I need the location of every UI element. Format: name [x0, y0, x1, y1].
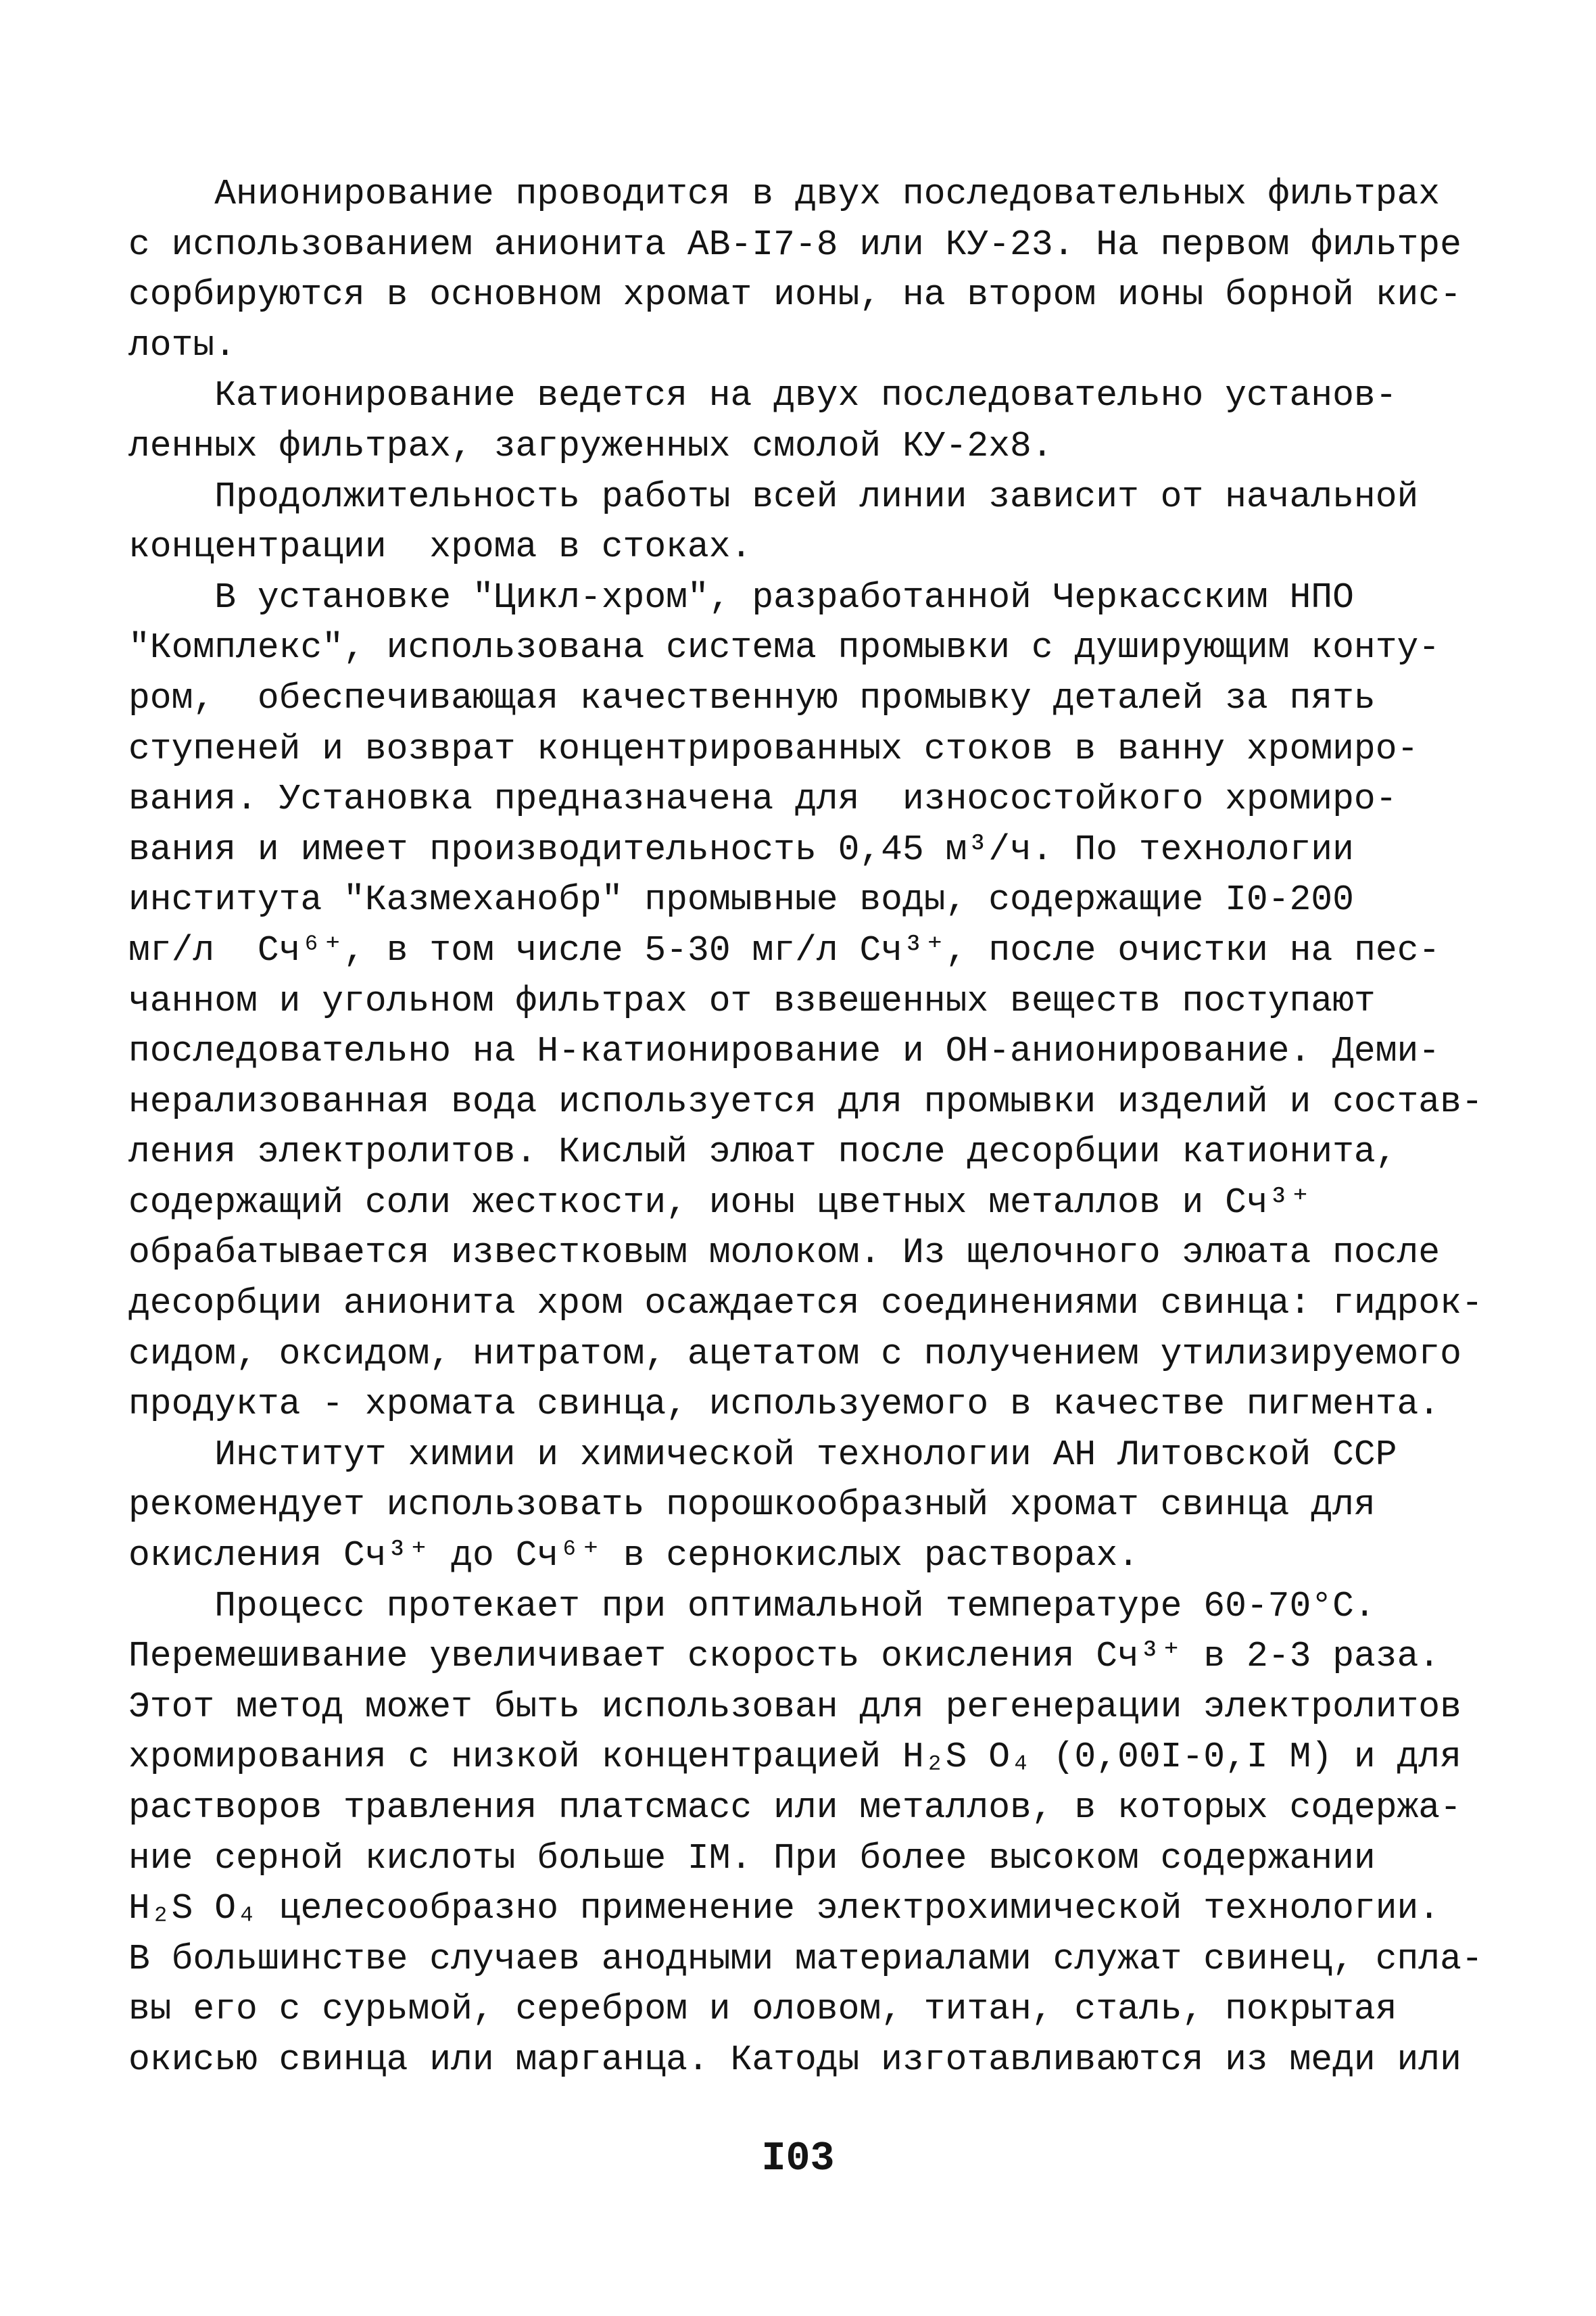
text-line: последовательно на Н-катионирование и ОН-анионирование. Деми- [128, 1031, 1441, 1072]
text-line: Анионирование проводится в двух последовательных фильтрах [128, 174, 1441, 214]
text-line: Процесс протекает при оптимальной температуре 60-70°С. [128, 1585, 1376, 1626]
text-line: Перемешивание увеличивает скорость окисления Сч³⁺ в 2-3 раза. [128, 1636, 1441, 1677]
text-line: хромирования с низкой концентрацией Н₂S О₄ (0,00I-0,I М) и для [128, 1737, 1461, 1778]
text-line: вания. Установка предназначена для износостойкого хромиро- [128, 779, 1397, 820]
text-line: чанном и угольном фильтрах от взвешенных веществ поступают [128, 980, 1376, 1021]
text-line: ленных фильтрах, загруженных смолой КУ-2х8. [128, 425, 1053, 466]
text-line: вания и имеет производительность 0,45 м³/ч. По технологии [128, 829, 1354, 870]
text-line: продукта - хромата свинца, используемого в качестве пигмента. [128, 1384, 1441, 1425]
text-line: сидом, оксидом, нитратом, ацетатом с получением утилизируемого [128, 1333, 1461, 1374]
text-line: рекомендует использовать порошкообразный хромат свинца для [128, 1485, 1376, 1526]
text-line: В большинстве случаев анодными материалами служат свинец, спла- [128, 1938, 1483, 1979]
text-line: Катионирование ведется на двух последовательно установ- [128, 375, 1397, 416]
text-line: "Комплекс", использована система промывки с душирующим конту- [128, 627, 1441, 669]
text-line: мг/л Сч⁶⁺, в том числе 5-30 мг/л Сч³⁺, после очистки на пес- [128, 930, 1441, 971]
text-line: содержащий соли жесткости, ионы цветных металлов и Сч³⁺ [128, 1182, 1311, 1223]
text-line: с использованием анионита АВ-I7-8 или КУ-23. На первом фильтре [128, 224, 1461, 265]
text-line: Институт химии и химической технологии АН Литовской ССР [128, 1434, 1397, 1475]
text-line: Н₂S О₄ целесообразно применение электрохимической технологии. [128, 1888, 1441, 1929]
text-line: института "Казмеханобр" промывные воды, содержащие I0-200 [128, 879, 1354, 921]
text-line: окисью свинца или марганца. Катоды изготавливаются из меди или [128, 2039, 1461, 2080]
text-line: В установке "Цикл-хром", разработанной Черкасским НПО [128, 577, 1354, 618]
text-line: сорбируются в основном хромат ионы, на втором ионы борной кис- [128, 274, 1461, 316]
text-line: Продолжительность работы всей линии зависит от начальной [128, 476, 1419, 517]
text-line: ние серной кислоты больше IМ. При более высоком содержании [128, 1837, 1376, 1879]
body-text [128, 169, 1487, 2085]
text-line: окисления Сч³⁺ до Сч⁶⁺ в сернокислых растворах. [128, 1535, 1140, 1576]
text-line: концентрации хрома в стоках. [128, 527, 752, 568]
text-line: растворов травления платсмасс или металлов, в которых содержа- [128, 1787, 1461, 1828]
text-line: вы его с сурьмой, серебром и оловом, титан, сталь, покрытая [128, 1989, 1397, 2030]
text-line: Этот метод может быть использован для регенерации электролитов [128, 1686, 1461, 1727]
text-line: десорбции анионита хром осаждается соединениями свинца: гидрок- [128, 1283, 1483, 1324]
text-line: обрабатывается известковым молоком. Из щелочного элюата после [128, 1232, 1441, 1274]
text-line: ступеней и возврат концентрированных стоков в ванну хромиро- [128, 728, 1419, 769]
text-line: ления электролитов. Кислый элюат после десорбции катионита, [128, 1132, 1397, 1173]
text-line: нерализованная вода используется для промывки изделий и состав- [128, 1081, 1483, 1122]
text-line: лоты. [128, 324, 237, 366]
page-number: I03 [761, 2136, 835, 2182]
text-line: ром, обеспечивающая качественную промывку деталей за пять [128, 677, 1376, 719]
